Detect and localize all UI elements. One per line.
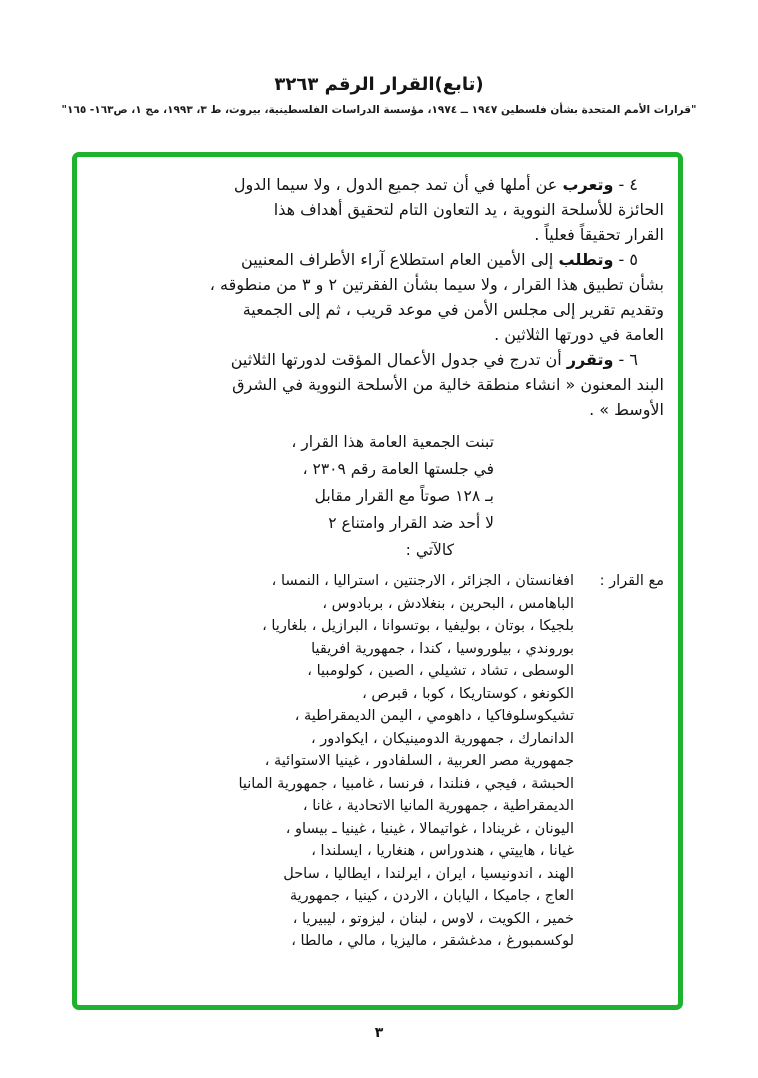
- text-line: [115, 297, 664, 322]
- text-line: كالآتي :: [405, 541, 454, 559]
- source-citation: "قرارات الأمم المتحدة بشأن فلسطين ١٩٤٧ ــ ١٩٧٤، مؤسسة الدراسات الفلسطينية، بيروت، ط ٣، ١٩٩٣، مج ١، ص١٦٣- ١٦٥": [61, 104, 697, 116]
- country-line: الكونغو ، كوستاريكا ، كوبا ، قبرص ،: [362, 685, 574, 702]
- text-line: بـ ١٢٨ صوتاً مع القرار مقابل: [314, 487, 494, 505]
- country-line: بوروندي ، بيلوروسيا ، كندا ، جمهورية افريقيا: [311, 640, 574, 657]
- text-segment: القرار تحقيقاً فعلياً .: [534, 225, 664, 244]
- text-segment: أن تدرج في جدول الأعمال المؤقت لدورتها الثلاثين: [230, 350, 567, 369]
- keyword-bold: وتعرب: [562, 175, 614, 194]
- country-line: افغانستان ، الجزائر ، الارجنتين ، استراليا ، النمسا ،: [271, 573, 574, 589]
- vote-for-list: [115, 570, 664, 953]
- country-line: لوكسمبورغ ، مدغشقر ، ماليزيا ، مالي ، مالطا ،: [291, 933, 574, 949]
- text-segment: العامة في دورتها الثلاثين .: [494, 325, 664, 344]
- keyword-bold: وتقرر: [566, 350, 614, 369]
- highlight-frame: [72, 152, 683, 1010]
- text-segment: عن أملها في أن تمد جميع الدول ، ولا سيما الدول: [233, 175, 563, 194]
- resolution-paragraph: [115, 347, 664, 422]
- country-line: خمير ، الكويت ، لاوس ، لبنان ، ليزوتو ، ليبيريا ،: [292, 910, 574, 927]
- text-segment: إلى الأمين العام استطلاع آراء الأطراف المعنيين: [241, 250, 559, 269]
- resolution-paragraph: [115, 172, 664, 247]
- text-line: لا أحد ضد القرار وامتناع ٢: [328, 514, 494, 532]
- adoption-note: [289, 429, 494, 564]
- keyword-bold: وتطلب: [558, 250, 614, 269]
- country-line: تشيكوسلوفاكيا ، داهومي ، اليمن الديمقراطية ،: [294, 708, 574, 724]
- text-segment: ٤ -: [613, 175, 638, 194]
- page-title: (تابع)القرار الرقم ٣٢٦٣: [274, 74, 484, 95]
- text-segment: وتقديم تقرير إلى مجلس الأمن في موعد قريب ، ثم إلى الجمعية: [242, 300, 664, 319]
- text-segment: الحائزة للأسلحة النووية ، يد التعاون التام لتحقيق أهداف هذا: [273, 200, 664, 219]
- country-lines: [115, 593, 664, 953]
- text-line: [115, 222, 664, 247]
- resolution-paragraph: [115, 247, 664, 347]
- page-number: ٣: [374, 1025, 384, 1041]
- text-line: تبنت الجمعية العامة هذا القرار ،: [291, 433, 494, 451]
- country-line: جمهورية مصر العربية ، السلفادور ، غينيا الاستوائية ،: [264, 753, 574, 769]
- text-segment: ٥ -: [613, 250, 638, 269]
- text-segment: ٦ -: [613, 350, 638, 369]
- text-line: [115, 372, 664, 397]
- text-line: [115, 272, 664, 297]
- country-line: الباهامس ، البحرين ، بنغلادش ، بربادوس ،: [322, 595, 574, 612]
- country-line: الحبشة ، فيجي ، فنلندا ، فرنسا ، غامبيا ، جمهورية المانيا: [238, 775, 574, 792]
- country-line: غيانا ، هاييتي ، هندوراس ، هنغاريا ، ايسلندا ،: [311, 843, 574, 859]
- resolution-paragraphs: [115, 172, 664, 422]
- vote-for-label: مع القرار :: [599, 573, 664, 589]
- country-line: بلجيكا ، بوتان ، بوليفيا ، بوتسوانا ، البرازيل ، بلغاريا ،: [262, 618, 574, 634]
- country-line: الهند ، اندونيسيا ، ايران ، ايرلندا ، ايطاليا ، ساحل: [283, 865, 574, 882]
- country-line: الوسطى ، تشاد ، تشيلي ، الصين ، كولومبيا ،: [307, 663, 574, 679]
- text-line: [115, 322, 664, 347]
- text-segment: البند المعنون « انشاء منطقة خالية من الأسلحة النووية في الشرق: [232, 375, 664, 394]
- country-line: الديمقراطية ، جمهورية المانيا الاتحادية ، غانا ،: [302, 798, 574, 814]
- text-line: [115, 397, 664, 422]
- country-line: العاج ، جاميكا ، اليابان ، الاردن ، كينيا ، جمهورية: [289, 888, 574, 904]
- text-segment: بشأن تطبيق هذا القرار ، ولا سيما بشأن الفقرتين ٢ و ٣ من منطوقه ،: [209, 275, 664, 294]
- text-line: [115, 197, 664, 222]
- text-line: [115, 570, 664, 593]
- text-line: [115, 172, 664, 197]
- country-line: الدانمارك ، جمهورية الدومينيكان ، ايكوادور ،: [311, 730, 574, 747]
- text-line: [115, 247, 664, 272]
- text-segment: الأوسط » .: [589, 400, 664, 419]
- country-line: اليونان ، غرينادا ، غواتيمالا ، غينيا ، غينيا ـ بيساو ،: [285, 820, 574, 837]
- text-line: في جلستها العامة رقم ٢٣٠٩ ،: [302, 460, 494, 478]
- text-line: [115, 347, 664, 372]
